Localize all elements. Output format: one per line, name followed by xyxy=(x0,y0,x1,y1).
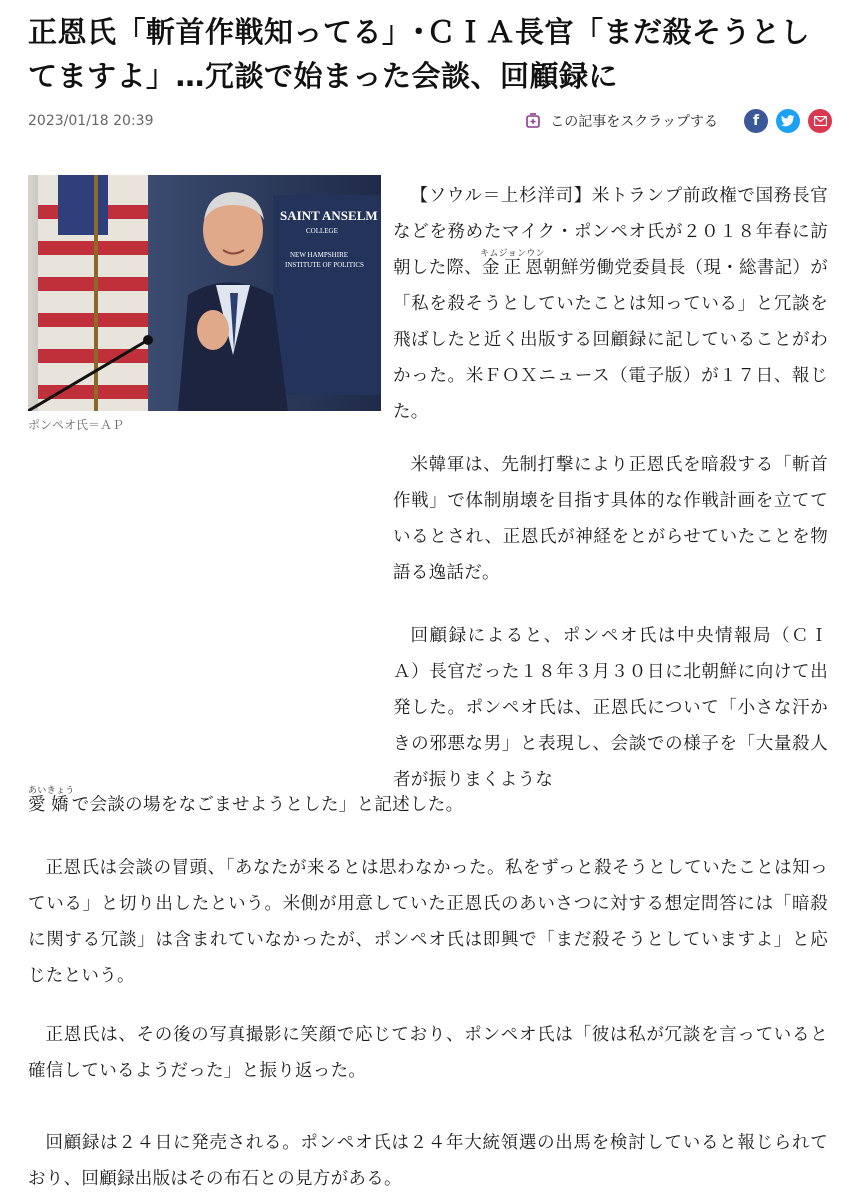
photo-caption: ポンペオ氏＝ＡＰ xyxy=(28,418,125,432)
scrap-button[interactable] xyxy=(524,111,718,131)
paragraph-1 xyxy=(393,178,828,430)
paragraph-6: 回顧録は２４日に発売される。ポンペオ氏は２４年大統領選の出馬を検討していると報じられており、回顧録出版はその布石との見方がある。 xyxy=(28,1133,828,1189)
paragraph-1-text-a: 【ソウル＝上杉洋司】米トランプ前政権で国務長官などを務めたマイク・ポンペオ氏が２０１８年春に訪朝した際、 xyxy=(393,186,828,278)
ruby-base: 愛嬌 xyxy=(28,795,75,815)
ruby-reading: キムジョンウン xyxy=(480,249,545,259)
paragraph-1-text-b: 朝鮮労働党委員長（現・総書記）が「私を殺そうとしていたことは知っている」と冗談を飛ばしたと近く出版する回顧録に記していることがわかった。米ＦＯＸニュース（電子版）が１７日、報じた。 xyxy=(393,258,828,422)
kim-jong-un-ruby xyxy=(480,249,545,278)
share-bar xyxy=(524,109,832,133)
paragraph-3-continued xyxy=(28,786,828,823)
mail-share-button[interactable] xyxy=(808,109,832,133)
paragraph-3 xyxy=(393,618,828,798)
scrap-label: この記事をスクラップする xyxy=(550,114,718,130)
twitter-share-button[interactable] xyxy=(776,109,800,133)
paragraph-2: 米韓軍は、先制打撃により正恩氏を暗殺する「斬首作戦」で体制崩壊を目指す具体的な作戦計画を立てているとされ、正恩氏が神経をとがらせていたことを物語る逸話だ。 xyxy=(393,455,828,583)
photo-sign-line-4: INSTITUTE OF POLITICS xyxy=(285,261,364,269)
paragraph-5: 正恩氏は、その後の写真撮影に笑顔で応じており、ポンペオ氏は「彼は私が冗談を言っていると確信しているようだった」と振り返った。 xyxy=(28,1025,828,1081)
photo-illustration xyxy=(28,175,381,411)
headline: 正恩氏「斬首作戦知ってる」･ＣＩＡ長官「まだ殺そうとしてますよ」…冗談で始まった会談、回顧録に xyxy=(28,15,811,93)
photo-sign-line-3: NEW HAMPSHIRE xyxy=(290,251,349,259)
article-photo xyxy=(28,175,381,411)
aikyo-ruby xyxy=(28,786,75,815)
publish-date: 2023/01/18 20:39 xyxy=(28,113,154,129)
ruby-reading: あいきょう xyxy=(28,786,75,796)
photo-sign-line-1: SAINT ANSELM xyxy=(280,208,378,223)
mail-icon xyxy=(814,116,827,126)
facebook-share-button[interactable] xyxy=(744,109,768,133)
facebook-icon: f xyxy=(752,113,760,129)
paragraph-3-text-b: で会談の場をなごませようとした」と記述した。 xyxy=(71,795,464,815)
paragraph-4: 正恩氏は会談の冒頭、「あなたが来るとは思わなかった。私をずっと殺そうとしていたことは知っている」と切り出したという。米側が用意していた正恩氏のあいさつに対する想定問答には「暗殺に関する冗談」は含まれていなかったが、ポンペオ氏は即興で「まだ殺そうとしていますよ」と応じたという。 xyxy=(28,858,828,986)
bookmark-icon xyxy=(524,112,542,130)
ruby-base: 金正恩 xyxy=(480,258,545,278)
twitter-icon xyxy=(781,115,795,127)
paragraph-3-text-a: 回顧録によると、ポンペオ氏は中央情報局（ＣＩＡ）長官だった１８年３月３０日に北朝鮮に向けて出発した。ポンペオ氏は、正恩氏について「小さな汗かきの邪悪な男」と表現し、会談での様子を「大量殺人者が振りまくような xyxy=(393,626,828,790)
photo-sign-line-2: COLLEGE xyxy=(306,227,338,235)
article-meta xyxy=(28,106,832,136)
